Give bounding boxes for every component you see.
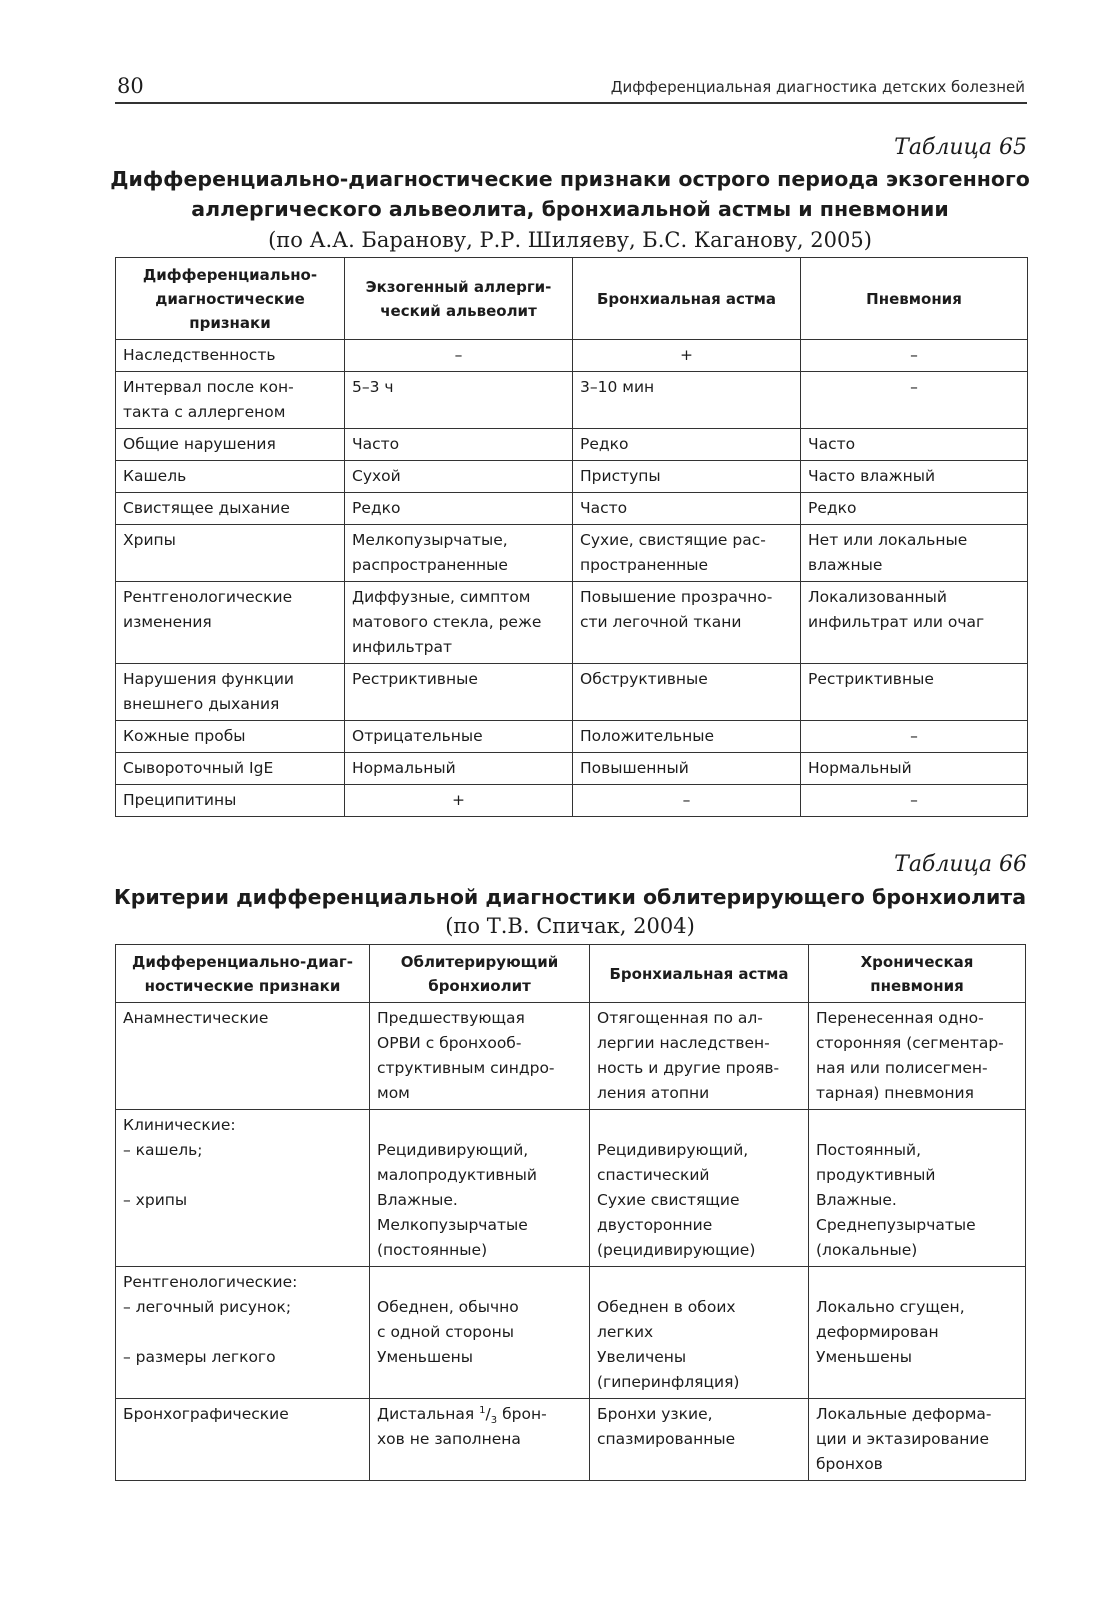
table-cell: Наследственность — [116, 340, 345, 372]
table-66-header-asthma: Бронхиальная астма — [590, 945, 809, 1003]
fraction-numerator: 1 — [479, 1404, 486, 1416]
running-title: Дифференциальная диагностика детских болезней — [610, 78, 1025, 96]
table-cell: – — [345, 340, 573, 372]
table-cell: Повышение прозрачно- сти легочной ткани — [573, 582, 801, 664]
table-66-label: Таблица 66 — [894, 852, 1027, 877]
table-row — [116, 1110, 1026, 1267]
table-66-source: (по Т.В. Спичак, 2004) — [445, 914, 695, 938]
table-row — [116, 429, 1028, 461]
table-cell: 3–10 мин — [573, 372, 801, 429]
table-row — [116, 493, 1028, 525]
table-cell: Отягощенная по ал- лергии наследствен- ность и другие прояв- ления атопни — [590, 1003, 809, 1110]
fraction-denominator: 3 — [490, 1415, 498, 1427]
table-cell: Интервал после кон- такта с аллергеном — [116, 372, 345, 429]
table-cell: Кашель — [116, 461, 345, 493]
table-row — [116, 582, 1028, 664]
fraction-slash: / — [485, 1405, 491, 1423]
table-cell: – — [573, 785, 801, 817]
table-row — [116, 1267, 1026, 1399]
table-cell: Повышенный — [573, 753, 801, 785]
table-row — [116, 721, 1028, 753]
table-cell: Обструктивные — [573, 664, 801, 721]
table-cell: Рентгенологические: – легочный рисунок; – размеры легкого — [116, 1267, 370, 1399]
table-65-title-line2: аллергического альвеолита, бронхиальной астмы и пневмонии — [191, 197, 949, 221]
table-cell: Предшествующая ОРВИ с бронхооб- структивным синдро- мом — [370, 1003, 590, 1110]
table-cell: Часто — [801, 429, 1028, 461]
table-cell: Клинические: – кашель; – хрипы — [116, 1110, 370, 1267]
table-65-title-line1: Дифференциально-диагностические признаки острого периода экзогенного — [110, 167, 1030, 191]
table-cell: Положительные — [573, 721, 801, 753]
table-65-header-alveolitis: Экзогенный аллерги- ческий альвеолит — [345, 258, 573, 340]
table-cell: – — [801, 340, 1028, 372]
table-row — [116, 753, 1028, 785]
table-row — [116, 1003, 1026, 1110]
table-row — [116, 785, 1028, 817]
table-cell: Сывороточный IgE — [116, 753, 345, 785]
table-cell: Рестриктивные — [801, 664, 1028, 721]
table-cell: Часто влажный — [801, 461, 1028, 493]
table-cell: Локальные деформа- ции и эктазирование бронхов — [809, 1399, 1026, 1481]
table-cell: Часто — [345, 429, 573, 461]
page-header — [115, 72, 1027, 104]
table-cell: Постоянный, продуктивный Влажные. Среднепузырчатые (локальные) — [809, 1110, 1026, 1267]
table-cell: Рестриктивные — [345, 664, 573, 721]
table-66-header-chronic-pneumonia: Хроническая пневмония — [809, 945, 1026, 1003]
table-cell: Рецидивирующий, малопродуктивный Влажные. Мелкопузырчатые (постоянные) — [370, 1110, 590, 1267]
table-cell: Обеднен в обоих легких Увеличены (гиперинфляция) — [590, 1267, 809, 1399]
table-cell: + — [345, 785, 573, 817]
page-number: 80 — [117, 74, 144, 98]
table-cell: Отрицательные — [345, 721, 573, 753]
table-cell: Редко — [801, 493, 1028, 525]
table-cell: Общие нарушения — [116, 429, 345, 461]
table-row — [116, 461, 1028, 493]
table-cell: Обеднен, обычно с одной стороны Уменьшены — [370, 1267, 590, 1399]
table-cell: Кожные пробы — [116, 721, 345, 753]
table-cell: Часто — [573, 493, 801, 525]
table-65-label: Таблица 65 — [894, 135, 1027, 160]
table-65-header-row — [116, 258, 1028, 340]
table-cell: Локализованный инфильтрат или очаг — [801, 582, 1028, 664]
table-cell: – — [801, 721, 1028, 753]
table-cell: – — [801, 785, 1028, 817]
table-cell: Нет или локальные влажные — [801, 525, 1028, 582]
table-cell — [370, 1399, 590, 1481]
table-row — [116, 372, 1028, 429]
table-66 — [115, 944, 1026, 1481]
table-cell: Сухой — [345, 461, 573, 493]
table-cell: Локально сгущен, деформирован Уменьшены — [809, 1267, 1026, 1399]
table-cell: Редко — [345, 493, 573, 525]
table-cell: Нормальный — [345, 753, 573, 785]
table-65-header-asthma: Бронхиальная астма — [573, 258, 801, 340]
fraction-prefix: Дистальная — [377, 1405, 480, 1423]
table-cell: Нормальный — [801, 753, 1028, 785]
table-cell: Диффузные, симптом матового стекла, реже инфильтрат — [345, 582, 573, 664]
table-cell: Нарушения функции внешнего дыхания — [116, 664, 345, 721]
table-cell: Анамнестические — [116, 1003, 370, 1110]
table-row — [116, 1399, 1026, 1481]
table-66-header-bronchiolitis: Облитерирующий бронхиолит — [370, 945, 590, 1003]
fraction-suffix: брон- хов не заполнена — [377, 1405, 547, 1448]
table-65-header-pneumonia: Пневмония — [801, 258, 1028, 340]
table-cell: Свистящее дыхание — [116, 493, 345, 525]
table-cell: Редко — [573, 429, 801, 461]
table-row — [116, 664, 1028, 721]
table-cell: Бронхи узкие, спазмированные — [590, 1399, 809, 1481]
table-cell: 5–3 ч — [345, 372, 573, 429]
table-66-title: Критерии дифференциальной диагностики облитерирующего бронхиолита — [113, 885, 1027, 909]
table-cell: Преципитины — [116, 785, 345, 817]
table-66-header-row — [116, 945, 1026, 1003]
table-65-source: (по А.А. Баранову, Р.Р. Шиляеву, Б.С. Каганову, 2005) — [268, 228, 872, 252]
table-cell: Рентгенологические изменения — [116, 582, 345, 664]
table-cell: Сухие, свистящие рас- пространенные — [573, 525, 801, 582]
table-65-header-criteria: Дифференциально- диагностические признаки — [116, 258, 345, 340]
table-cell: Хрипы — [116, 525, 345, 582]
table-66-header-criteria: Дифференциально-диаг- ностические признаки — [116, 945, 370, 1003]
table-cell: Рецидивирующий, спастический Сухие свистящие двусторонние (рецидивирующие) — [590, 1110, 809, 1267]
table-cell: Мелкопузырчатые, распространенные — [345, 525, 573, 582]
table-65 — [115, 257, 1028, 817]
table-cell: Приступы — [573, 461, 801, 493]
table-cell: + — [573, 340, 801, 372]
table-row — [116, 340, 1028, 372]
table-cell: Перенесенная одно- сторонняя (сегментар- ная или полисегмен- тарная) пневмония — [809, 1003, 1026, 1110]
table-cell: – — [801, 372, 1028, 429]
table-cell: Бронхографические — [116, 1399, 370, 1481]
table-row — [116, 525, 1028, 582]
